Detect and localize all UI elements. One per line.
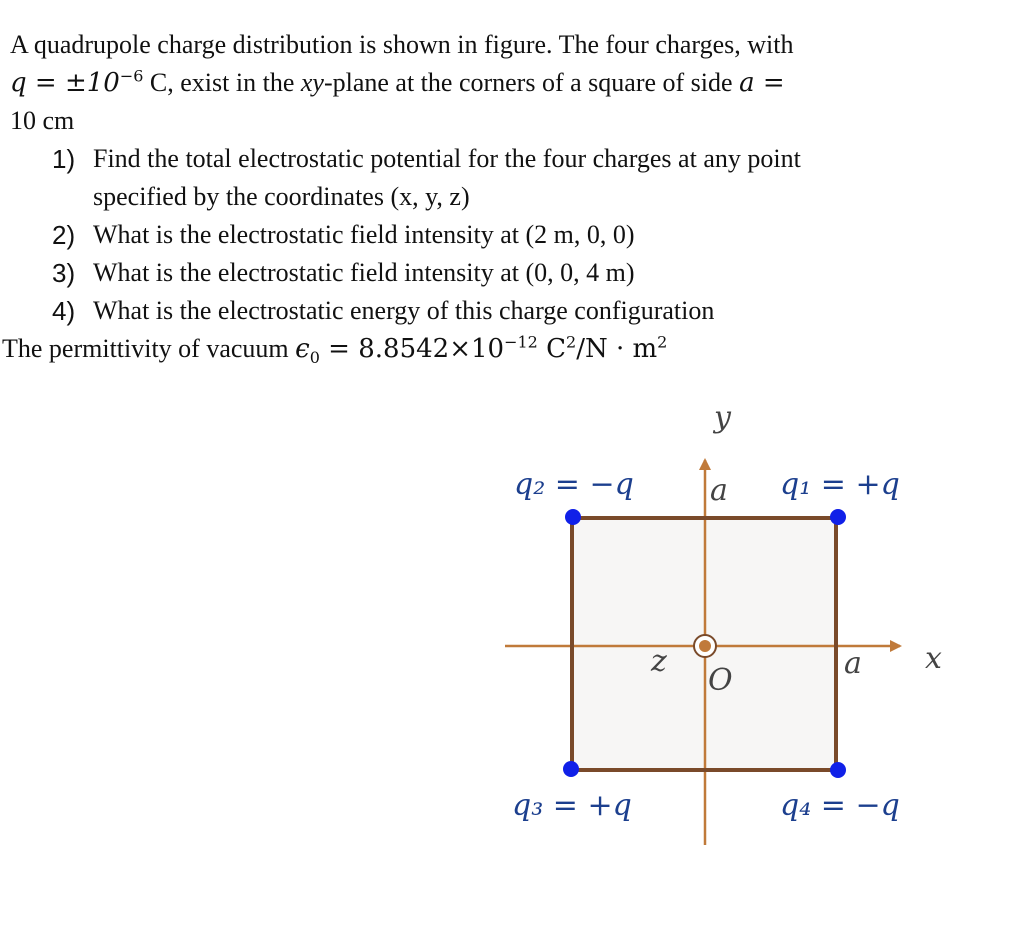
question-text-cont: specified by the coordinates (x, y, z): [93, 182, 470, 211]
permittivity-value: = 8.8542×10: [319, 334, 505, 364]
intro-charge-exponent: −6: [119, 66, 144, 86]
y-axis-label: y: [714, 400, 731, 435]
intro-line-1: A quadrupole charge distribution is shown in figure. The four charges, with: [10, 30, 794, 59]
question-number: 4): [52, 296, 76, 326]
question-text: What is the electrostatic field intensity at (0, 0, 4 m): [93, 258, 635, 287]
charge-q1-dot: [830, 509, 846, 525]
charge-q2-label: q₂ = −q: [514, 467, 634, 502]
z-axis-label: z: [651, 644, 667, 679]
origin-label: O: [708, 663, 733, 698]
intro-line-3: 10 cm: [10, 106, 75, 135]
epsilon-subscript: 0: [309, 348, 320, 368]
intro-xy: xy: [300, 68, 324, 97]
question-text: Find the total electrostatic potential for the four charges at any point: [93, 144, 801, 173]
charge-q2-dot: [565, 509, 581, 525]
intro-line-2-rest: -plane at the corners of a square of side: [323, 68, 740, 97]
question-number: 1): [52, 144, 76, 174]
z-axis-dot: [699, 640, 711, 652]
intro-line-2-part: C, exist in the: [143, 68, 301, 97]
question-number: 2): [52, 220, 76, 250]
question-number: 3): [52, 258, 76, 288]
permittivity-unit-c: C: [537, 334, 567, 364]
question-text: What is the electrostatic field intensity at (2 m, 0, 0): [93, 220, 635, 249]
epsilon-symbol: ϵ: [295, 334, 310, 364]
charge-q3-dot: [563, 761, 579, 777]
charge-q3-label: q₃ = +q: [512, 788, 632, 823]
intro-side-var: a =: [739, 68, 785, 98]
x-axis-label: x: [925, 641, 942, 676]
permittivity-unit-c-exp: 2: [566, 332, 577, 352]
charge-q4-dot: [830, 762, 846, 778]
intro-charge-value: q = ±10: [10, 68, 120, 98]
charge-q4-label: q₄ = −q: [780, 788, 900, 823]
side-label-top: a: [710, 473, 728, 508]
charge-q1-label: q₁ = +q: [780, 467, 900, 502]
permittivity-unit-rest: /N · m: [576, 334, 658, 364]
permittivity-exponent: −12: [504, 332, 538, 352]
question-text: What is the electrostatic energy of this charge configuration: [93, 296, 715, 325]
permittivity-label: The permittivity of vacuum: [2, 334, 296, 363]
side-label-right: a: [844, 646, 862, 681]
permittivity-unit-m-exp: 2: [657, 332, 668, 352]
